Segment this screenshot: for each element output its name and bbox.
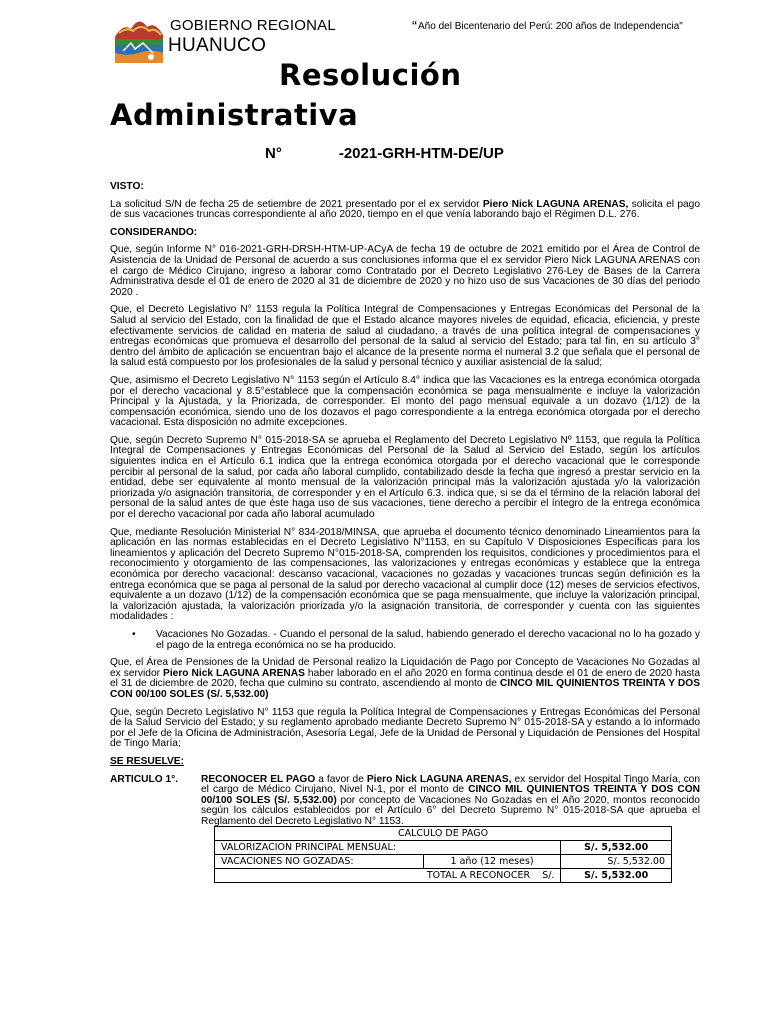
visto-heading: VISTO: [110, 181, 144, 192]
modalidad-bullet-item [110, 630, 700, 651]
p6-amount: CINCO MIL QUINIENTOS TREINTA Y DOS CON 00/100 SOLES (S/. 5,532.00) [110, 678, 700, 700]
articulo-1-text-a: a favor de [315, 773, 367, 785]
row2-value: S/. 5,532.00 [561, 855, 672, 869]
table-row [215, 869, 672, 883]
document-title-line2: Administrativa [110, 98, 359, 132]
table-title: CALCULO DE PAGO [215, 827, 672, 841]
considerando-paragraph-3: Que, asimismo el Decreto Legislativo N° 1153 según el Artículo 8.4° indica que las Vacaciones es la entrega económica otorgada por el derecho vacacional y 8.5°establece que la compensación económica se paga mensualmente e incluye la valorización Principal y la Ajustada, y la Priorizada, de corresponder. El monto del pago mensual equivale a un dozavo (1/12) de la compensación económica, siendo uno de los dozavos el pago correspondiente a la entrega económica otorgada por el derecho vacacional. Esta disposición no admite excepciones. [110, 374, 700, 429]
p6-name: Piero Nick LAGUNA ARENAS [163, 667, 305, 679]
row2-label: VACACIONES NO GOZADAS: [215, 855, 424, 869]
articulo-1-text-b: ex servidor del Hospital Tingo María, con el cargo de Médico Cirujano, Nivel N-1, por el monto de [201, 773, 701, 796]
resolution-number-prefix: N° [265, 145, 282, 162]
resolution-number [265, 145, 504, 162]
resolution-number-suffix: -2021-GRH-HTM-DE/UP [338, 145, 504, 162]
regional-government-logo [113, 13, 165, 65]
org-name-line2: HUANUCO [168, 35, 267, 56]
articulo-1-amount: CINCO MIL QUINIENTOS TREINTA Y DOS CON 00/100 SOLES (S/. 5,532.00) [201, 784, 700, 806]
motto-text: Año del Bicentenario del Perú: 200 años de Independencia" [418, 21, 683, 32]
articulo-1-label: ARTICULO 1°. [110, 773, 179, 785]
considerando-paragraph-6 [110, 658, 700, 700]
row2-period: 1 año (12 meses) [423, 855, 561, 869]
considerando-paragraph-2: Que, el Decreto Legislativo N° 1153 regula la Política Integral de Compensaciones y Entregas Económicas del Personal de la Salud al servicio del Estado, con la finalidad de que el Estado alcance mayores niveles de equidad, eficacia, eficiencia, y preste efectivamente servicios de calidad en materia de salud al ciudadano, a través de una política integral de compensaciones y entregas económicas que promueva el desarrollo del personal de la salud al servicio del Estado; para tal fin, en su artículo 3° dentro del ámbito de aplicación se encuentran bajo el alcance de la presente norma el numeral 3.2 que señala que el personal de la salud está compuesto por los profesionales de la salud y personal técnico y auxiliar asistencial de la salud; [110, 304, 700, 369]
se-resuelve-heading: SE RESUELVE: [110, 755, 184, 767]
row1-value: S/. 5,532.00 [561, 841, 672, 855]
row1-label: VALORIZACION PRINCIPAL MENSUAL: [215, 841, 561, 855]
articulo-1-text-c: por concepto de Vacaciones No Gozadas en el Año 2020, montos reconocido según los cálculos establecidos por el Artículo 6° del Decreto Supremo N° 015-2018-SA que aprueba el Reglamento del Decreto Legislativo N° 1153. [201, 794, 700, 827]
visto-paragraph [110, 200, 700, 221]
document-body [110, 182, 700, 837]
bullet-dot-icon: • [132, 628, 136, 640]
table-row [215, 841, 672, 855]
year-motto [412, 18, 683, 35]
row3-label-cell [215, 869, 561, 883]
articulo-1 [110, 775, 700, 828]
considerando-paragraph-4: Que, según Decreto Supremo N° 015-2018-SA se aprueba el Reglamento del Decreto Legislativo Nº 1153, que regula la Política Integral de Compensaciones y Entregas Económicas del Personal de la Salud al Servicio del Estado, según los artículos siguientes indica en el Artículo 6.1 indica que la entrega económica otorgada por el derecho vacacional que le corresponde percibir al personal de la salud, por cada año laboral cumplido, contabilizado desde la fecha que ingresó a prestar servicio en la entidad, debe ser equivalente al monto mensual de la valorización principal más la valorización ajustada y/o la valorización priorizada y/o asignación transitoria, de corresponder y en el Artículo 6.3. indica que, si se da el término de la relación laboral del personal de la salud antes de que éste haga uso de sus vacaciones, tiene derecho a percibir el íntegro de la entrega económica por el derecho vacacional por cada año laboral acumulado [110, 434, 700, 521]
considerando-heading: CONSIDERANDO: [110, 226, 198, 238]
bullet-text: Vacaciones No Gozadas. - Cuando el personal de la salud, habiendo generado el derecho vacacional no lo ha gozado y el pago de la entrega económica no se ha producido. [156, 628, 700, 651]
p6-text-b: haber laborado en el año 2020 en forma continua desde el 01 de enero de 2020 hasta el 31 de diciembre de 2020, fecha que culmino su contrato, ascendiendo al monto de [110, 667, 701, 690]
visto-name: Piero Nick LAGUNA ARENAS, [482, 198, 629, 210]
payment-calculation-table [214, 826, 672, 883]
considerando-paragraph-7: Que, según Decreto Legislativo N° 1153 que regula la Política Integral de Compensaciones y Entregas Económicas del Personal de la Salud Servicio del Estado; y su reglamento aprobado mediante Decreto Supremo N° 015-2018-SA y estando a lo informado por el Jefe de la Oficina de Administración, Asesoría Legal, Jefe de la Unidad de Personal y Liquidación de Pensiones del Hospital de Tingo María; [110, 706, 700, 750]
motto-quote-mark: “ [412, 18, 417, 35]
row3-label: TOTAL A RECONOCER [426, 870, 531, 881]
row3-currency: S/. [542, 870, 555, 881]
considerando-paragraph-5: Que, mediante Resolución Ministerial N° 834-2018/MINSA, que aprueba el documento técnico denominado Lineamientos para la aplicación en las normas establecidas en el Decreto Legislativo N°1153, en su Capítulo V Disposiciones Específicas para los lineamientos y aplicación del Decreto Supremo N°015-2018-SA, comprenden los requisitos, condiciones y procedimientos para el reconocimiento y otorgamiento de las compensaciones, las valorizaciones y entregas económicas y establece que la entrega económica por derecho vacacional: descanso vacacional, vacaciones no gozadas y vacaciones truncas según definición es la entrega económica que se paga al personal de la salud por derecho vacacional al cumplir doce (12) meses de servicios efectivos, equivalente a un dozavo (1/12) de la compensación económica que se paga mensualmente, que incluye la valorización principal, la valorización ajustada, la valorización priorizada y/o la asignación transitoria, de corresponder y cuenta con las siguientes modalidades : [110, 526, 700, 623]
visto-text-b: solicita el pago de sus vacaciones truncas correspondiente al año 2020, tiempo en el que venía laborando bajo el Régimen D.L. 276. [110, 198, 701, 221]
articulo-1-lead: RECONOCER EL PAGO [201, 773, 316, 785]
table-title-row [215, 827, 672, 841]
document-title-line1: Resolución [279, 58, 462, 92]
row3-value: S/. 5,532.00 [561, 869, 672, 883]
table-row [215, 855, 672, 869]
considerando-paragraph-1: Que, según Informe N° 016-2021-GRH-DRSH-HTM-UP-ACyA de fecha 19 de octubre de 2021 emitido por el Área de Control de Asistencia de la Unidad de Personal de acuerdo a sus conclusiones informa que el ex servidor Piero Nick LAGUNA ARENAS con el cargo de Médico Cirujano, ingreso a laborar como Contratado por el Decreto Legislativo 276-Ley de Bases de la Carrera Administrativa desde el 01 de enero de 2020 al 31 de diciembre de 2020 y no hizo uso de sus Vacaciones de 30 días del periodo 2020 . [110, 244, 700, 298]
p6-text-a: Que, el Área de Pensiones de la Unidad de Personal realizo la Liquidación de Pago por Concepto de Vacaciones No Gozadas al ex servidor [110, 657, 700, 679]
org-name-line1: GOBIERNO REGIONAL [170, 17, 336, 34]
articulo-1-name: Piero Nick LAGUNA ARENAS, [366, 773, 512, 785]
visto-text-a: La solicitud S/N de fecha 25 de setiembre de 2021 presentado por el ex servidor [110, 198, 483, 210]
